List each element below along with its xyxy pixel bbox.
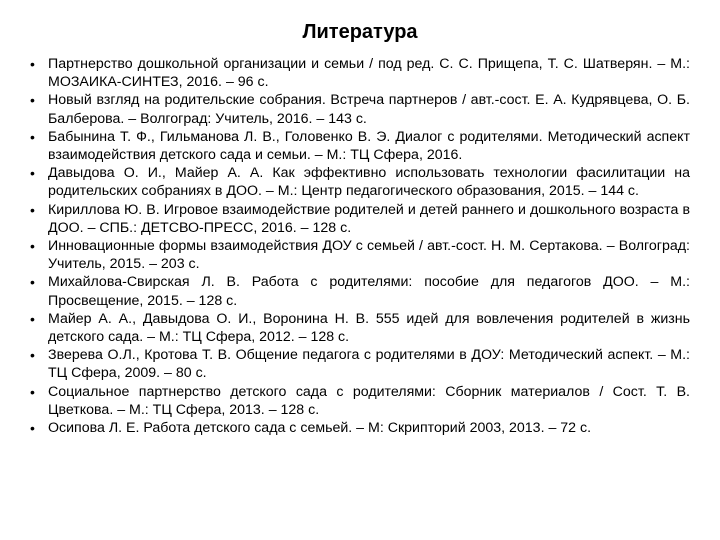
bullet-icon: • — [30, 310, 35, 327]
list-item — [30, 273, 690, 309]
reference-text: Партнерство дошкольной организации и семьи / под ред. С. С. Прищепа, Т. С. Шатверян. – М.: МОЗАИКА-СИНТЕЗ, 2016. – 96 с. — [48, 56, 690, 91]
reference-text: Социальное партнерство детского сада с родителями: Сборник материалов / Сост. Т. В. Цветкова. – М.: ТЦ Сфера, 2013. – 128 с. — [48, 383, 690, 418]
list-item — [30, 128, 690, 164]
list-item — [30, 164, 690, 200]
bullet-icon: • — [30, 165, 35, 182]
bullet-icon: • — [30, 92, 35, 109]
reference-text: Бабынина Т. Ф., Гильманова Л. В., Головенко В. Э. Диалог с родителями. Методический аспект взаимодействия детского сада и семьи. – М.: ТЦ Сфера, 2016. — [48, 128, 690, 164]
bullet-icon: • — [30, 128, 35, 145]
list-item — [30, 201, 690, 237]
list-item — [30, 310, 690, 346]
reference-list — [30, 55, 690, 437]
reference-text: Инновационные формы взаимодействия ДОУ с семьей / авт.-сост. Н. М. Сертакова. – Волгоград: Учитель, 2015. – 203 с. — [48, 238, 690, 273]
bullet-icon: • — [30, 274, 35, 291]
reference-text: Давыдова О. И., Майер А. А. Как эффективно использовать технологии фасилитации на родительских собраниях в ДОО. – М.: Центр педагогического образования, 2015. – 144 с. — [48, 165, 690, 200]
list-item — [30, 383, 690, 419]
list-item — [30, 419, 690, 437]
reference-text: Новый взгляд на родительские собрания. Встреча партнеров / авт.-сост. Е. А. Кудрявцева, О. Б. Балберова. – Волгоград: Учитель, 2016. – 143 с. — [48, 92, 690, 127]
list-item — [30, 55, 690, 91]
reference-text: Майер А. А., Давыдова О. И., Воронина Н. В. 555 идей для вовлечения родителей в жизнь детского сада. – М.: ТЦ Сфера, 2012. – 128 с. — [48, 310, 690, 346]
bullet-icon: • — [30, 383, 35, 400]
page-title: Литература — [302, 21, 418, 43]
reference-text: Осипова Л. Е. Работа детского сада с семьей. – М: Скрипторий 2003, 2013. – 72 с. — [48, 420, 592, 437]
list-item — [30, 237, 690, 273]
bullet-icon: • — [30, 420, 35, 437]
bullet-icon: • — [30, 56, 35, 72]
list-item — [30, 346, 690, 382]
reference-text: Зверева О.Л., Кротова Т. В. Общение педагога с родителями в ДОУ: Методический аспект. – М.: ТЦ Сфера, 2009. – 80 с. — [48, 347, 690, 382]
bullet-icon: • — [30, 238, 35, 255]
bullet-icon: • — [30, 347, 35, 364]
reference-text: Михайлова-Свирская Л. В. Работа с родителями: пособие для педагогов ДОО. – М.: Просвещение, 2015. – 128 с. — [48, 274, 690, 309]
list-item — [30, 91, 690, 127]
bullet-icon: • — [30, 201, 35, 218]
reference-text: Кириллова Ю. В. Игровое взаимодействие родителей и детей раннего и дошкольного возраста в ДОО. – СПБ.: ДЕТСВО-ПРЕСС, 2016. – 128 с. — [48, 201, 690, 236]
